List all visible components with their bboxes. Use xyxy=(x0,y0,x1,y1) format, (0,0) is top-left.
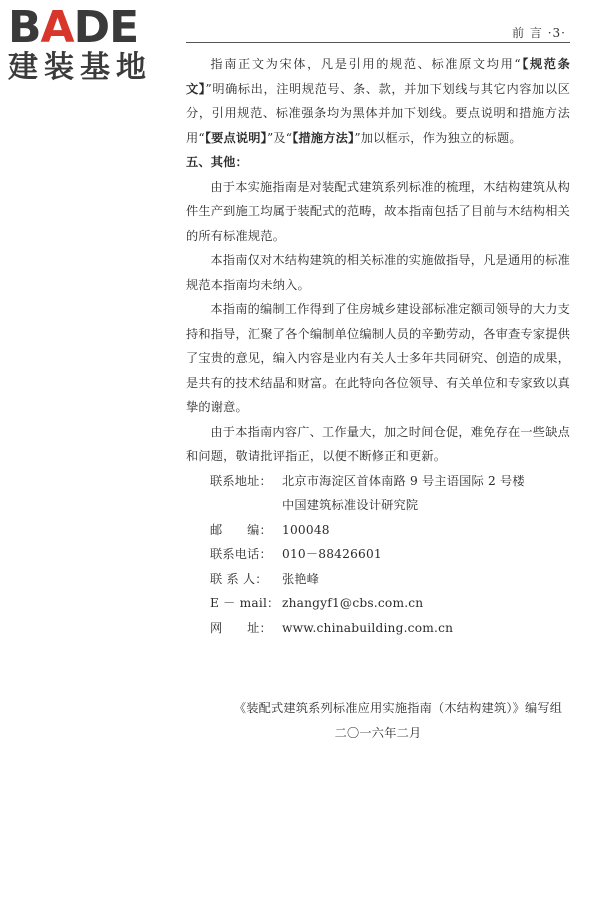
section-heading: 五、其他： xyxy=(186,155,248,169)
email-label: E － mail： xyxy=(210,596,280,610)
brand-logo xyxy=(8,2,178,86)
contact-postcode-row xyxy=(186,518,570,543)
logo-wordmark xyxy=(8,2,178,53)
organization-value: 中国建筑标准设计研究院 xyxy=(282,498,419,512)
signature-block xyxy=(186,696,570,745)
contact-person-value: 张艳峰 xyxy=(282,571,320,586)
contact-organization-row xyxy=(186,493,570,518)
paragraph-feedback: 由于本指南内容广、工作量大，加之时间仓促，难免存在一些缺点和问题，敬请批评指正，以便不断修正和更新。 xyxy=(186,424,570,463)
page-number-label: 前 言 ·3· xyxy=(512,26,566,40)
address-value: 北京市海淀区首体南路 9 号主语国际 2 号楼 xyxy=(282,473,525,488)
phone-value: 010－88426601 xyxy=(282,547,382,561)
document-body xyxy=(186,52,570,745)
contact-email-row xyxy=(186,591,570,616)
logo-chinese-text: 建装基地 xyxy=(8,50,152,85)
paragraph-style-notes: 指南正文为宋体，凡是引用的规范、标准原文均用“【规范条文】”明确标出，注明规范号、条、款，并加下划线与其它内容加以区分，引用规范、标准强条均为黑体并加下划线。要点说明和措施方法用“【要点说明】”及“【措施方法】”加以框示，作为独立的标题。 xyxy=(186,57,570,145)
contact-website-row xyxy=(186,616,570,641)
editorial-group: 《装配式建筑系列标准应用实施指南（木结构建筑）》编写组 xyxy=(233,701,563,715)
contact-phone-row xyxy=(186,542,570,567)
paragraph-acknowledgements: 本指南的编制工作得到了住房城乡建设部标准定额司领导的大力支持和指导，汇聚了各个编制单位编制人员的辛勤劳动，各审查专家提供了宝贵的意见，编入内容是业内有关人士多年共同研究、创造的成果，是共有的技术结晶和财富。在此特向各位领导、有关单位和专家致以真挚的谢意。 xyxy=(186,302,571,414)
website-value: www.chinabuilding.com.cn xyxy=(282,620,454,635)
postcode-label: 邮 编： xyxy=(210,522,272,537)
contact-person-row xyxy=(186,567,570,592)
logo-letters-de: DE xyxy=(73,2,139,53)
email-value: zhangyf1@cbs.com.cn xyxy=(282,596,424,610)
address-label: 联系地址： xyxy=(210,473,272,488)
contact-address-row xyxy=(186,469,570,494)
logo-letter-a: A xyxy=(40,2,74,53)
paragraph-exclusions: 本指南仅对木结构建筑的相关标准的实施做指导，凡是通用的标准规范本指南均未纳入。 xyxy=(186,253,570,292)
publication-date: 二〇一六年二月 xyxy=(334,725,422,740)
postcode-value: 100048 xyxy=(282,522,330,537)
page-header xyxy=(186,24,570,43)
phone-label: 联系电话： xyxy=(210,547,272,561)
logo-letter-b: B xyxy=(8,2,41,53)
paragraph-scope: 由于本实施指南是对装配式建筑系列标准的梳理，木结构建筑从构件生产到施工均属于装配式的范畴，故本指南包括了目前与木结构相关的所有标准规范。 xyxy=(186,179,571,243)
contact-info xyxy=(186,469,570,641)
contact-person-label: 联 系 人： xyxy=(210,571,268,586)
website-label: 网 址： xyxy=(210,620,272,635)
